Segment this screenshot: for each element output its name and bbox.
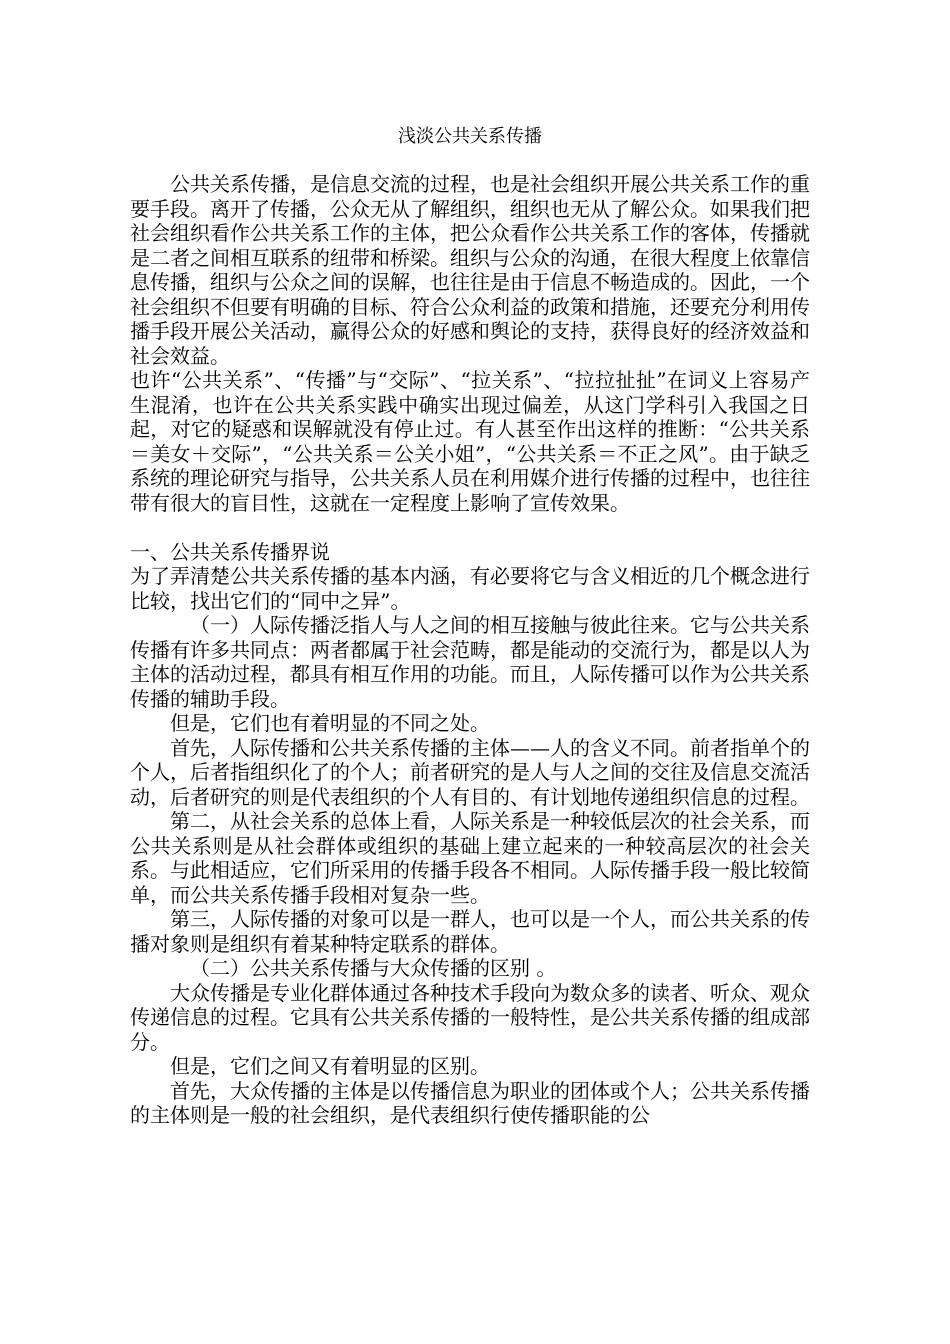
subsection-heading-mass: （二）公共关系传播与大众传播的区别 。	[190, 956, 557, 980]
paragraph-second: 第二，从社会关系的总体上看，人际关系是一种较低层次的社会关系，而公共关系则是从社会群体或组织的基础上建立起来的一种较高层次的社会关系。与此相适应，它们所采用的传播手段各不相同。人际传播手段一般比较简单，而公共关系传播手段相对复杂一些。	[130, 809, 810, 907]
paragraph-intro: 公共关系传播，是信息交流的过程，也是社会组织开展公共关系工作的重要手段。离开了传播，公众无从了解组织，组织也无从了解公众。如果我们把社会组织看作公共关系工作的主体，把公众看作公共关系工作的客体，传播就是二者之间相互联系的纽带和桥梁。组织与公众的沟通，在很大程度上依靠信息传播，组织与公众之间的误解，也往往是由于信息不畅造成的。因此，一个社会组织不但要有明确的目标、符合公众利益的政策和措施，还要充分利用传播手段开展公关活动，赢得公众的好感和舆论的支持，获得良好的经济效益和社会效益。	[130, 172, 810, 368]
section-heading: 一、公共关系传播界说	[130, 539, 330, 564]
blank-line	[130, 515, 810, 540]
subsection-heading-interpersonal: （一）人际传播泛指人与人之间的相互接触与彼此往来。它与公共关系传播有许多共同点：两者都属于社会范畴，都是能动的交流行为，都是以人为主体的活动过程，都具有相互作用的功能。而且，人际传播可以作为公共关系传播的辅助手段。	[130, 613, 810, 711]
paragraph-misconceptions: 也许“公共关系”、“传播”与“交际”、“拉关系”、“拉拉扯扯”在词义上容易产生混淆，也许在公共关系实践中确实出现过偏差，从这门学科引入我国之日起，对它的疑惑和误解就没有停止过。有人甚至作出这样的推断：“公共关系＝美女＋交际”，“公共关系＝公关小姐”，“公共关系＝不正之风”。由于缺乏系统的理论研究与指导，公共关系人员在利用媒介进行传播的过程中，也往往带有很大的盲目性，这就在一定程度上影响了宣传效果。	[130, 368, 810, 515]
paragraph-third: 第三，人际传播的对象可以是一群人，也可以是一个人，而公共关系的传播对象则是组织有着某种特定联系的群体。	[130, 907, 810, 956]
paragraph-mass-first: 首先，大众传播的主体是以传播信息为职业的团体或个人；公共关系传播的主体则是一般的社会组织，是代表组织行使传播职能的公	[130, 1078, 810, 1127]
document-body	[130, 172, 810, 1128]
document-title: 浅淡公共关系传播	[398, 126, 542, 147]
paragraph-mass-differences: 但是，它们之间又有着明显的区别。	[170, 1054, 490, 1078]
paragraph-mass-definition: 大众传播是专业化群体通过各种技术手段向为数众多的读者、听众、观众传递信息的过程。它具有公共关系传播的一般特性，是公共关系传播的组成部分。	[130, 980, 810, 1054]
title-spacer	[130, 150, 810, 172]
paragraph-first: 首先，人际传播和公共关系传播的主体——人的含义不同。前者指单个的个人，后者指组织化了的个人；前者研究的是人与人之间的交往及信息交流活动，后者研究的则是代表组织的个人有目的、有计划地传递组织信息的过程。	[130, 735, 810, 809]
paragraph-section-intro: 为了弄清楚公共关系传播的基本内涵，有必要将它与含义相近的几个概念进行比较，找出它们的“同中之异”。	[130, 564, 810, 613]
document-page	[130, 0, 810, 1344]
paragraph-differences: 但是，它们也有着明显的不同之处。	[170, 711, 490, 735]
